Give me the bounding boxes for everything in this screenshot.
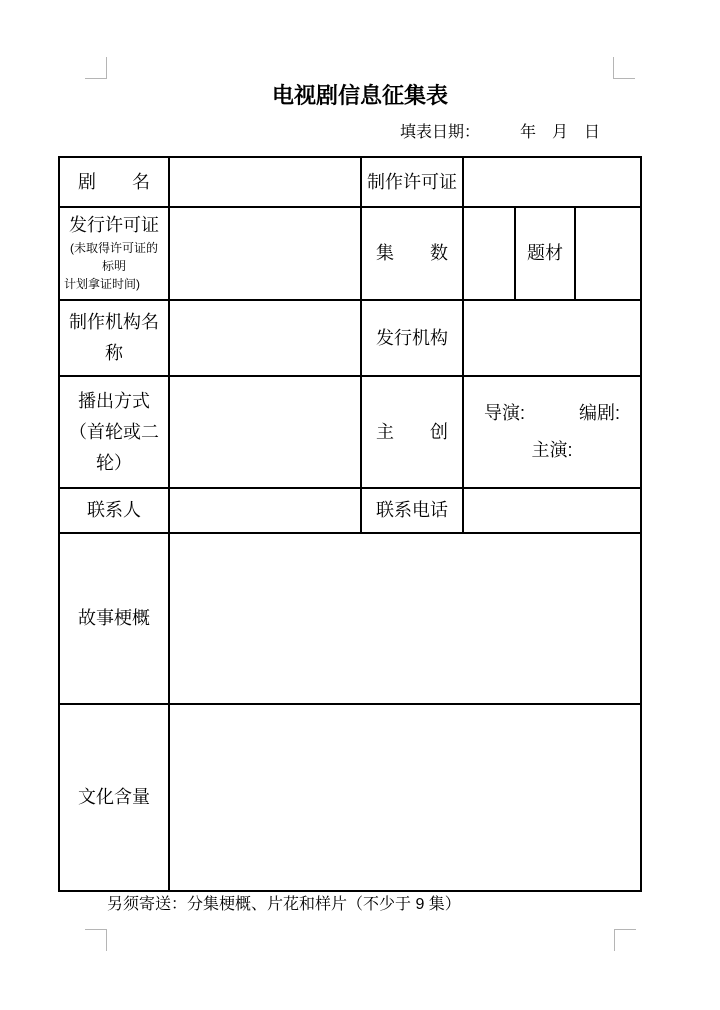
table-row bbox=[59, 300, 641, 376]
contact-phone-field[interactable] bbox=[463, 488, 641, 533]
production-org-field[interactable] bbox=[169, 300, 361, 376]
episode-count-label: 集 数 bbox=[376, 243, 448, 263]
main-creators-label-cell bbox=[361, 376, 463, 488]
creators-line-2 bbox=[464, 432, 640, 469]
document-title: 电视剧信息征集表 bbox=[271, 83, 448, 108]
main-creators-field[interactable] bbox=[463, 376, 641, 488]
distribution-license-note-line1: (未取得许可证的 bbox=[70, 241, 158, 255]
table-row bbox=[59, 376, 641, 488]
broadcast-mode-label-line1: 播出方式 bbox=[78, 390, 150, 411]
genre-field[interactable] bbox=[575, 207, 641, 300]
drama-name-label: 剧 名 bbox=[78, 171, 150, 192]
synopsis-label-cell bbox=[59, 533, 169, 704]
cultural-content-label: 文化含量 bbox=[78, 787, 150, 807]
broadcast-mode-field[interactable] bbox=[169, 376, 361, 488]
genre-label-cell bbox=[515, 207, 575, 300]
table-row bbox=[59, 533, 641, 704]
drama-name-label-cell bbox=[59, 157, 169, 207]
contact-person-field[interactable] bbox=[169, 488, 361, 533]
table-row bbox=[59, 207, 641, 300]
genre-label: 题材 bbox=[527, 243, 563, 263]
broadcast-mode-label-line3: 轮） bbox=[96, 452, 132, 473]
drama-name-field[interactable] bbox=[169, 157, 361, 207]
table-row bbox=[59, 157, 641, 207]
synopsis-label: 故事梗概 bbox=[78, 608, 150, 628]
production-org-label: 制作机构名称 bbox=[69, 312, 159, 363]
fill-date-line: 填表日期： 年 月 日 bbox=[399, 124, 600, 141]
distribution-license-label: 发行许可证 bbox=[69, 215, 159, 235]
contact-phone-label-cell bbox=[361, 488, 463, 533]
cultural-content-label-cell bbox=[59, 704, 169, 891]
footer-note: 另须寄送：分集梗概、片花和样片（不少于 9 集） bbox=[107, 896, 461, 913]
production-license-label: 制作许可证 bbox=[367, 171, 457, 192]
table-row bbox=[59, 704, 641, 891]
tv-drama-info-form-table bbox=[58, 156, 642, 892]
episode-count-field[interactable] bbox=[463, 207, 515, 300]
page-margin-mark-bottom-right bbox=[614, 929, 636, 951]
distribution-license-note-line2: 标明 bbox=[101, 259, 126, 273]
distribution-license-field[interactable] bbox=[169, 207, 361, 300]
distribution-org-label-cell bbox=[361, 300, 463, 376]
main-creators-label: 主 创 bbox=[376, 421, 448, 442]
contact-person-label: 联系人 bbox=[87, 500, 141, 520]
distribution-license-label-cell bbox=[59, 207, 169, 300]
distribution-org-label: 发行机构 bbox=[376, 327, 448, 348]
broadcast-mode-label-line2: （首轮或二 bbox=[69, 421, 159, 442]
distribution-license-note bbox=[60, 239, 168, 293]
broadcast-mode-label-cell bbox=[59, 376, 169, 488]
table-row bbox=[59, 488, 641, 533]
distribution-license-note-line3: 计划拿证时间) bbox=[64, 277, 140, 291]
director-label: 导演: bbox=[484, 403, 526, 423]
production-license-field[interactable] bbox=[463, 157, 641, 207]
production-org-label-cell bbox=[59, 300, 169, 376]
screenwriter-label: 编剧: bbox=[579, 403, 621, 423]
creators-line-1 bbox=[464, 395, 640, 432]
production-license-label-cell bbox=[361, 157, 463, 207]
contact-person-label-cell bbox=[59, 488, 169, 533]
page-margin-mark-top-right bbox=[613, 57, 635, 79]
lead-actor-label: 主演: bbox=[531, 440, 573, 460]
distribution-org-field[interactable] bbox=[463, 300, 641, 376]
contact-phone-label: 联系电话 bbox=[376, 500, 448, 520]
page-margin-mark-bottom-left bbox=[85, 929, 107, 951]
cultural-content-field[interactable] bbox=[169, 704, 641, 891]
synopsis-field[interactable] bbox=[169, 533, 641, 704]
episode-count-label-cell bbox=[361, 207, 463, 300]
page-margin-mark-top-left bbox=[85, 57, 107, 79]
